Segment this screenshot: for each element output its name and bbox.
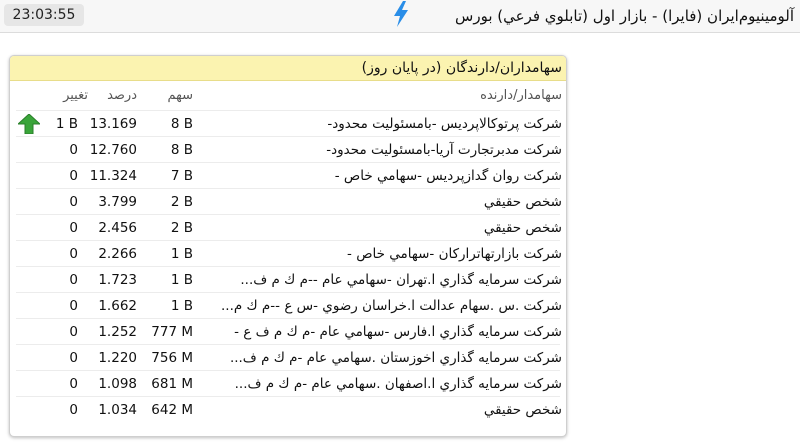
percent-value: 3.799 xyxy=(98,194,137,210)
table-row[interactable] xyxy=(10,163,566,189)
table-row[interactable] xyxy=(10,267,566,293)
clock-time: 23:03:55 xyxy=(4,4,84,26)
table-row[interactable] xyxy=(10,371,566,397)
change-value: 0 xyxy=(69,194,78,210)
table-row[interactable] xyxy=(10,189,566,215)
change-value: 0 xyxy=(69,324,78,340)
change-value: 0 xyxy=(69,246,78,262)
holder-name: شركت سرمايه گذاري ا.تهران -سهامي عام --م ك م ف... xyxy=(240,272,562,288)
change-value: 0 xyxy=(69,350,78,366)
table-row[interactable] xyxy=(10,111,566,137)
column-header-percent: درصد xyxy=(107,88,137,103)
shares-value: 7 B xyxy=(170,168,193,184)
holder-name: شركت مدبرتجارت آريا-بامسئوليت محدود- xyxy=(326,142,562,158)
table-row[interactable] xyxy=(10,293,566,319)
table-row[interactable] xyxy=(10,319,566,345)
percent-value: 1.662 xyxy=(98,298,137,314)
holder-name: شخص حقيقي xyxy=(483,402,562,418)
holder-name: شركت سرمايه گذاري ا.اصفهان .سهامي عام -م ك م ف... xyxy=(234,376,562,392)
shares-value: 8 B xyxy=(170,142,193,158)
table-row[interactable] xyxy=(10,137,566,163)
column-header-holder: سهامدار/دارنده xyxy=(480,88,562,103)
table-row[interactable] xyxy=(10,241,566,267)
percent-value: 1.220 xyxy=(98,350,137,366)
holder-name: شركت .س .سهام عدالت ا.خراسان رضوي -س ع --م ك م... xyxy=(220,298,562,314)
change-value: 0 xyxy=(69,272,78,288)
shares-value: 1 B xyxy=(170,272,193,288)
holder-name: شركت سرمايه گذاري اخوزستان .سهامي عام -م ك م ف... xyxy=(229,350,562,366)
change-value: 0 xyxy=(69,298,78,314)
change-value: 0 xyxy=(69,402,78,418)
change-value: 0 xyxy=(69,142,78,158)
table-row[interactable] xyxy=(10,345,566,371)
shares-value: 1 B xyxy=(170,246,193,262)
shareholders-panel xyxy=(9,55,567,437)
shares-value: 8 B xyxy=(170,116,193,132)
shares-value: 642 M xyxy=(151,402,193,418)
shares-value: 756 M xyxy=(151,350,193,366)
percent-value: 2.266 xyxy=(98,246,137,262)
change-value: 1 B xyxy=(55,116,78,132)
percent-value: 13.169 xyxy=(89,116,137,132)
instrument-title: آلومينيوم‌ايران (فايرا) - بازار اول (تابلوي فرعي) بورس xyxy=(455,7,794,25)
shares-value: 2 B xyxy=(170,194,193,210)
percent-value: 11.324 xyxy=(89,168,137,184)
holder-name: شخص حقيقي xyxy=(483,220,562,236)
holder-name: شركت پرتوكالاپرديس -بامسئوليت محدود- xyxy=(327,116,562,132)
lightning-bolt-icon[interactable] xyxy=(391,1,411,27)
table-row[interactable] xyxy=(10,215,566,241)
percent-value: 12.760 xyxy=(89,142,137,158)
percent-value: 1.723 xyxy=(98,272,137,288)
holder-name: شركت روان گدازپرديس -سهامي خاص - xyxy=(334,168,562,184)
percent-value: 1.034 xyxy=(98,402,137,418)
change-value: 0 xyxy=(69,376,78,392)
shares-value: 681 M xyxy=(151,376,193,392)
table-header-row xyxy=(10,83,566,109)
shares-value: 1 B xyxy=(170,298,193,314)
holder-name: شخص حقيقي xyxy=(483,194,562,210)
holder-name: شركت بازارتهاتراركان -سهامي خاص - xyxy=(347,246,562,262)
shares-value: 2 B xyxy=(170,220,193,236)
percent-value: 2.456 xyxy=(98,220,137,236)
holder-name: شركت سرمايه گذاري ا.فارس -سهامي عام -م ك م ف ع - xyxy=(234,324,562,340)
percent-value: 1.098 xyxy=(98,376,137,392)
change-value: 0 xyxy=(69,220,78,236)
column-header-change: تغيير xyxy=(63,88,88,103)
top-bar xyxy=(0,0,800,33)
table-row[interactable] xyxy=(10,397,566,423)
arrow-up-icon xyxy=(18,114,40,134)
change-value: 0 xyxy=(69,168,78,184)
column-header-shares: سهم xyxy=(167,88,193,103)
shares-value: 777 M xyxy=(151,324,193,340)
panel-title: سهامداران/دارندگان (در پايان روز) xyxy=(10,56,566,81)
percent-value: 1.252 xyxy=(98,324,137,340)
